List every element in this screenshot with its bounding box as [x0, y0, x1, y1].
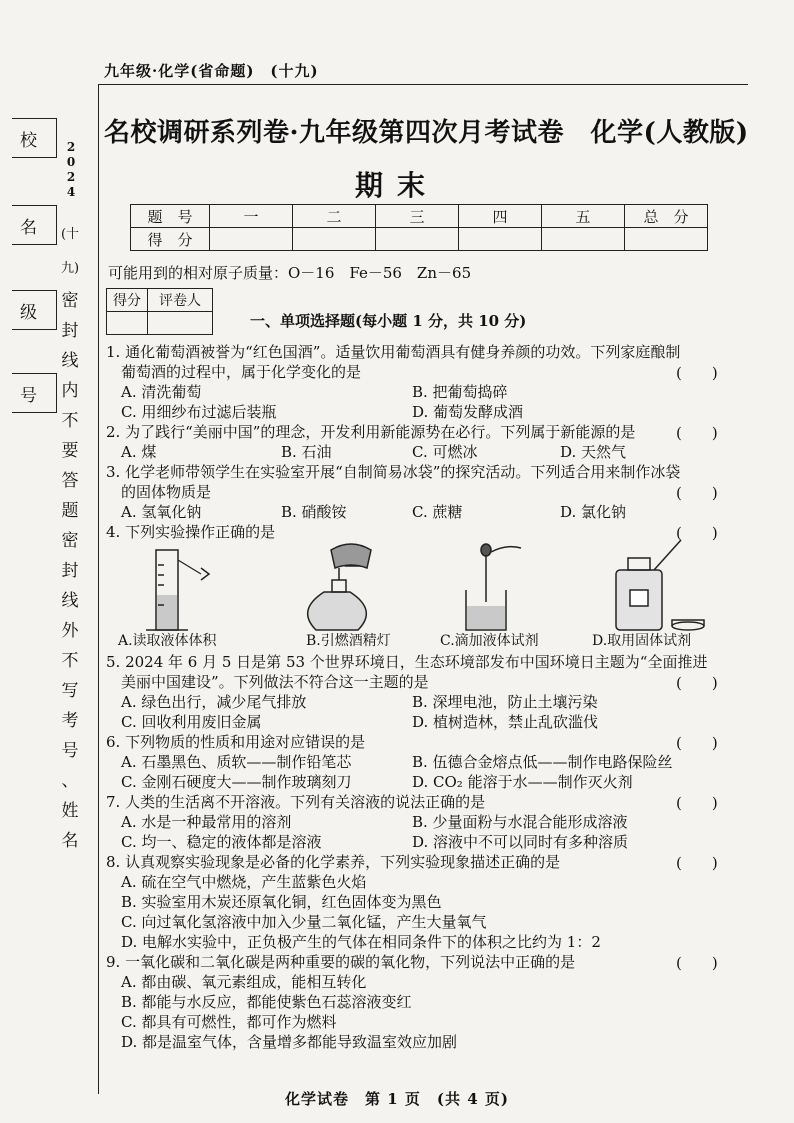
question-3-stem-a: 3. 化学老师带领学生在实验室开展“自制简易冰袋”的探究活动。下列适合用来制作冰袋: [106, 463, 681, 481]
question-4-option-a: A.读取液体体积: [118, 633, 217, 649]
side-year-char: 2: [66, 170, 76, 184]
question-1-option-b: B. 把葡萄捣碎: [412, 383, 508, 401]
question-2-option-c: C. 可燃冰: [412, 443, 478, 461]
alcohol-lamp-figure: [308, 544, 371, 630]
question-1-stem-b: 葡萄酒的过程中，属于化学变化的是: [121, 363, 362, 381]
side-label-number: 号: [20, 386, 37, 406]
side-seal-char: 答: [61, 471, 79, 491]
answer-paren: ( ): [676, 424, 718, 442]
side-label-school: 校: [20, 131, 37, 151]
side-seal-char: 密: [61, 531, 79, 551]
question-5-stem-b: 美丽中国建设”。下列做法不符合这一主题的是: [121, 673, 429, 691]
question-2-option-b: B. 石油: [281, 443, 332, 461]
question-8-stem: 8. 认真观察实验现象是必备的化学素养，下列实验现象描述正确的是: [106, 853, 561, 871]
side-label-class: 级: [20, 303, 37, 323]
question-8-option-d: D. 电解水实验中，正负极产生的气体在相同条件下的体积之比约为 1：2: [121, 933, 601, 951]
answer-paren: ( ): [676, 364, 718, 382]
score-header-row: [131, 205, 708, 228]
question-7-option-a: A. 水是一种最常用的溶剂: [121, 813, 292, 831]
question-1-option-d: D. 葡萄发酵成酒: [412, 403, 524, 421]
question-1-option-a: A. 清洗葡萄: [121, 383, 202, 401]
answer-paren: ( ): [676, 524, 718, 542]
question-5-option-a: A. 绿色出行，减少尾气排放: [121, 693, 307, 711]
grader-score-label: 得分: [107, 289, 148, 312]
side-seal-char: 题: [61, 501, 79, 521]
question-6-option-c: C. 金刚石硬度大——制作玻璃刻刀: [121, 773, 352, 791]
question-4-stem: 4. 下列实验操作正确的是: [106, 523, 276, 541]
question-7-option-c: C. 均一、稳定的液体都是溶液: [121, 833, 322, 851]
question-3-stem-b: 的固体物质是: [121, 483, 212, 501]
side-seal-char: 不: [61, 651, 79, 671]
question-9-option-b: B. 都能与水反应，都能使紫色石蕊溶液变红: [121, 993, 412, 1011]
question-9-option-a: A. 都由碳、氧元素组成，能相互转化: [121, 973, 367, 991]
score-header-cell: 一: [210, 205, 293, 228]
grader-table: [106, 288, 213, 335]
side-seal-char: 考: [61, 711, 79, 731]
side-seal-char: 名: [61, 831, 79, 851]
question-8-option-b: B. 实验室用木炭还原氧化铜，红色固体变为黑色: [121, 893, 442, 911]
side-seal-char: 姓: [61, 801, 79, 821]
question-7-option-b: B. 少量面粉与水混合能形成溶液: [412, 813, 628, 831]
side-year-char: 2: [66, 140, 76, 154]
grader-score-cell[interactable]: [107, 312, 148, 335]
question-5-option-c: C. 回收利用废旧金属: [121, 713, 262, 731]
side-seal-char: 不: [61, 411, 79, 431]
question-5-stem-a: 5. 2024 年 6 月 5 日是第 53 个世界环境日，生态环境部发布中国环境日主题为“全面推进: [106, 653, 708, 671]
answer-paren: ( ): [676, 794, 718, 812]
page-footer: 化学试卷 第 1 页 (共 4 页): [285, 1090, 509, 1108]
question-3-option-c: C. 蔗糖: [412, 503, 463, 521]
question-1-option-c: C. 用细纱布过滤后装瓶: [121, 403, 277, 421]
question-4-option-b: B.引燃酒精灯: [306, 633, 391, 649]
score-table: [130, 204, 708, 251]
question-3-option-d: D. 氯化钠: [560, 503, 627, 521]
exam-title: 名校调研系列卷·九年级第四次月考试卷 化学(人教版): [104, 118, 749, 148]
answer-paren: ( ): [676, 954, 718, 972]
side-seal-char: 线: [61, 591, 79, 611]
question-3-option-b: B. 硝酸铵: [281, 503, 347, 521]
score-header-cell: 题 号: [131, 205, 210, 228]
question-2-option-d: D. 天然气: [560, 443, 627, 461]
question-6-option-b: B. 伍德合金熔点低——制作电路保险丝: [412, 753, 673, 771]
score-cell[interactable]: [625, 228, 708, 251]
score-header-cell: 三: [376, 205, 459, 228]
grader-reviewer-label: 评卷人: [148, 289, 213, 312]
answer-paren: ( ): [676, 484, 718, 502]
answer-paren: ( ): [676, 734, 718, 752]
side-label-name: 名: [20, 218, 37, 238]
question-5-option-b: B. 深埋电池，防止土壤污染: [412, 693, 598, 711]
graduated-cylinder-figure: [146, 550, 209, 630]
side-seal-char: 要: [61, 441, 79, 461]
side-seal-char: 线: [61, 351, 79, 371]
series-header: 九年级·化学(省命题) (十九): [104, 62, 319, 80]
lab-figures: [106, 540, 746, 636]
side-seal-char: 内: [61, 381, 79, 401]
score-cell[interactable]: [459, 228, 542, 251]
side-year-char: 0: [66, 155, 76, 169]
binding-line: [98, 84, 99, 1094]
score-header-cell: 五: [542, 205, 625, 228]
question-9-option-c: C. 都具有可燃性，都可作为燃料: [121, 1013, 337, 1031]
side-seal-char: 封: [61, 321, 79, 341]
question-6-stem: 6. 下列物质的性质和用途对应错误的是: [106, 733, 366, 751]
score-cell[interactable]: [210, 228, 293, 251]
question-6-option-a: A. 石墨黑色、质软——制作铅笔芯: [121, 753, 352, 771]
question-3-option-a: A. 氢氧化钠: [121, 503, 202, 521]
question-7-stem: 7. 人类的生活离不开溶液。下列有关溶液的说法正确的是: [106, 793, 486, 811]
question-2-stem: 2. 为了践行“美丽中国”的理念，开发利用新能源势在必行。下列属于新能源的是: [106, 423, 636, 441]
side-seal-text: [58, 218, 82, 856]
side-seal-char: 、: [61, 771, 79, 791]
side-seal-char: 密: [61, 291, 79, 311]
question-5-option-d: D. 植树造林，禁止乱砍滥伐: [412, 713, 599, 731]
exam-subtitle: 期末: [354, 169, 439, 202]
atomic-mass-note: 可能用到的相对原子质量：O－16 Fe－56 Zn－65: [108, 264, 472, 282]
section-title: 一、单项选择题(每小题 1 分，共 10 分): [250, 312, 527, 330]
score-header-cell: 四: [459, 205, 542, 228]
question-6-option-d: D. CO₂ 能溶于水——制作灭火剂: [412, 773, 633, 791]
dropper-figure: [466, 544, 521, 630]
question-4-option-c: C.滴加液体试剂: [440, 633, 539, 649]
side-year-char: 4: [66, 185, 76, 199]
side-seal-char: 封: [61, 561, 79, 581]
question-9-stem: 9. 一氧化碳和二氧化碳是两种重要的碳的氧化物，下列说法中正确的是: [106, 953, 576, 971]
question-8-option-a: A. 硫在空气中燃烧，产生蓝紫色火焰: [121, 873, 367, 891]
grader-reviewer-cell[interactable]: [148, 312, 213, 335]
answer-paren: ( ): [676, 854, 718, 872]
reagent-bottle-figure: [616, 540, 704, 630]
question-2-option-a: A. 煤: [121, 443, 157, 461]
side-seal-char: 写: [61, 681, 79, 701]
side-seal-char: 外: [61, 621, 79, 641]
side-seal-char: (十九): [60, 227, 80, 276]
header-rule: [98, 84, 748, 85]
question-7-option-d: D. 溶液中不可以同时有多种溶质: [412, 833, 629, 851]
answer-paren: ( ): [676, 674, 718, 692]
score-cell[interactable]: [293, 228, 376, 251]
question-4-option-d: D.取用固体试剂: [592, 633, 692, 649]
score-header-cell: 总 分: [625, 205, 708, 228]
score-cell[interactable]: [376, 228, 459, 251]
score-cell[interactable]: [542, 228, 625, 251]
question-8-option-c: C. 向过氧化氢溶液中加入少量二氧化锰，产生大量氧气: [121, 913, 487, 931]
score-row-label: 得 分: [131, 228, 210, 251]
question-1-stem-a: 1. 通化葡萄酒被誉为“红色国酒”。适量饮用葡萄酒具有健身养颜的功效。下列家庭酿制: [106, 343, 681, 361]
score-header-cell: 二: [293, 205, 376, 228]
score-value-row: [131, 228, 708, 251]
question-9-option-d: D. 都是温室气体，含量增多都能导致温室效应加剧: [121, 1033, 458, 1051]
side-seal-char: 号: [61, 741, 79, 761]
